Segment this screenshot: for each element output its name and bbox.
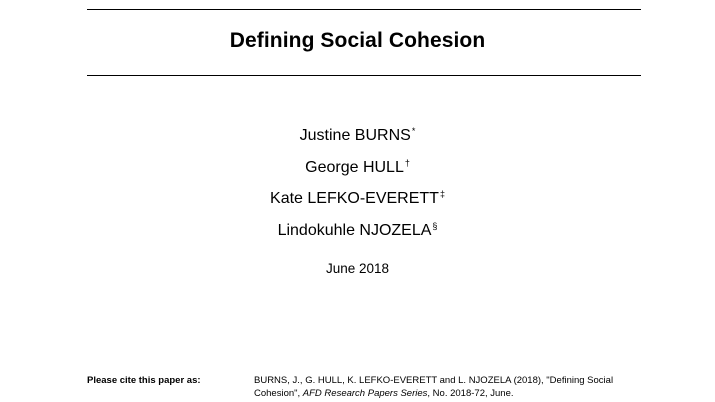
title-bottom-rule: [87, 75, 641, 76]
author-footnote-mark: ‡: [439, 189, 445, 199]
author-name: Kate LEFKO-EVERETT: [270, 190, 439, 207]
author-item: [0, 216, 715, 248]
citation-text-before: BURNS, J., G. HULL, K. LEFKO-EVERETT and L. NJOZELA (2018), "Defining Social Cohesion",: [254, 375, 614, 399]
author-name: Justine BURNS: [299, 127, 411, 144]
citation-text: [254, 375, 654, 400]
paper-title: Defining Social Cohesion: [229, 29, 486, 52]
author-item: [0, 184, 715, 216]
citation-text-after: , No. 2018-72, June.: [427, 387, 514, 399]
author-list: [0, 121, 715, 247]
citation-label: Please cite this paper as:: [87, 375, 201, 386]
author-footnote-mark: *: [411, 126, 416, 136]
author-item: [0, 121, 715, 153]
top-rule: [87, 9, 641, 10]
author-name: George HULL: [305, 158, 404, 176]
author-name: Lindokuhle NJOZELA: [277, 221, 432, 239]
publication-date: June 2018: [325, 261, 390, 276]
author-item: [0, 153, 715, 185]
author-footnote-mark: §: [432, 220, 438, 231]
author-footnote-mark: †: [404, 157, 410, 168]
citation-series: AFD Research Papers Series: [302, 387, 428, 399]
